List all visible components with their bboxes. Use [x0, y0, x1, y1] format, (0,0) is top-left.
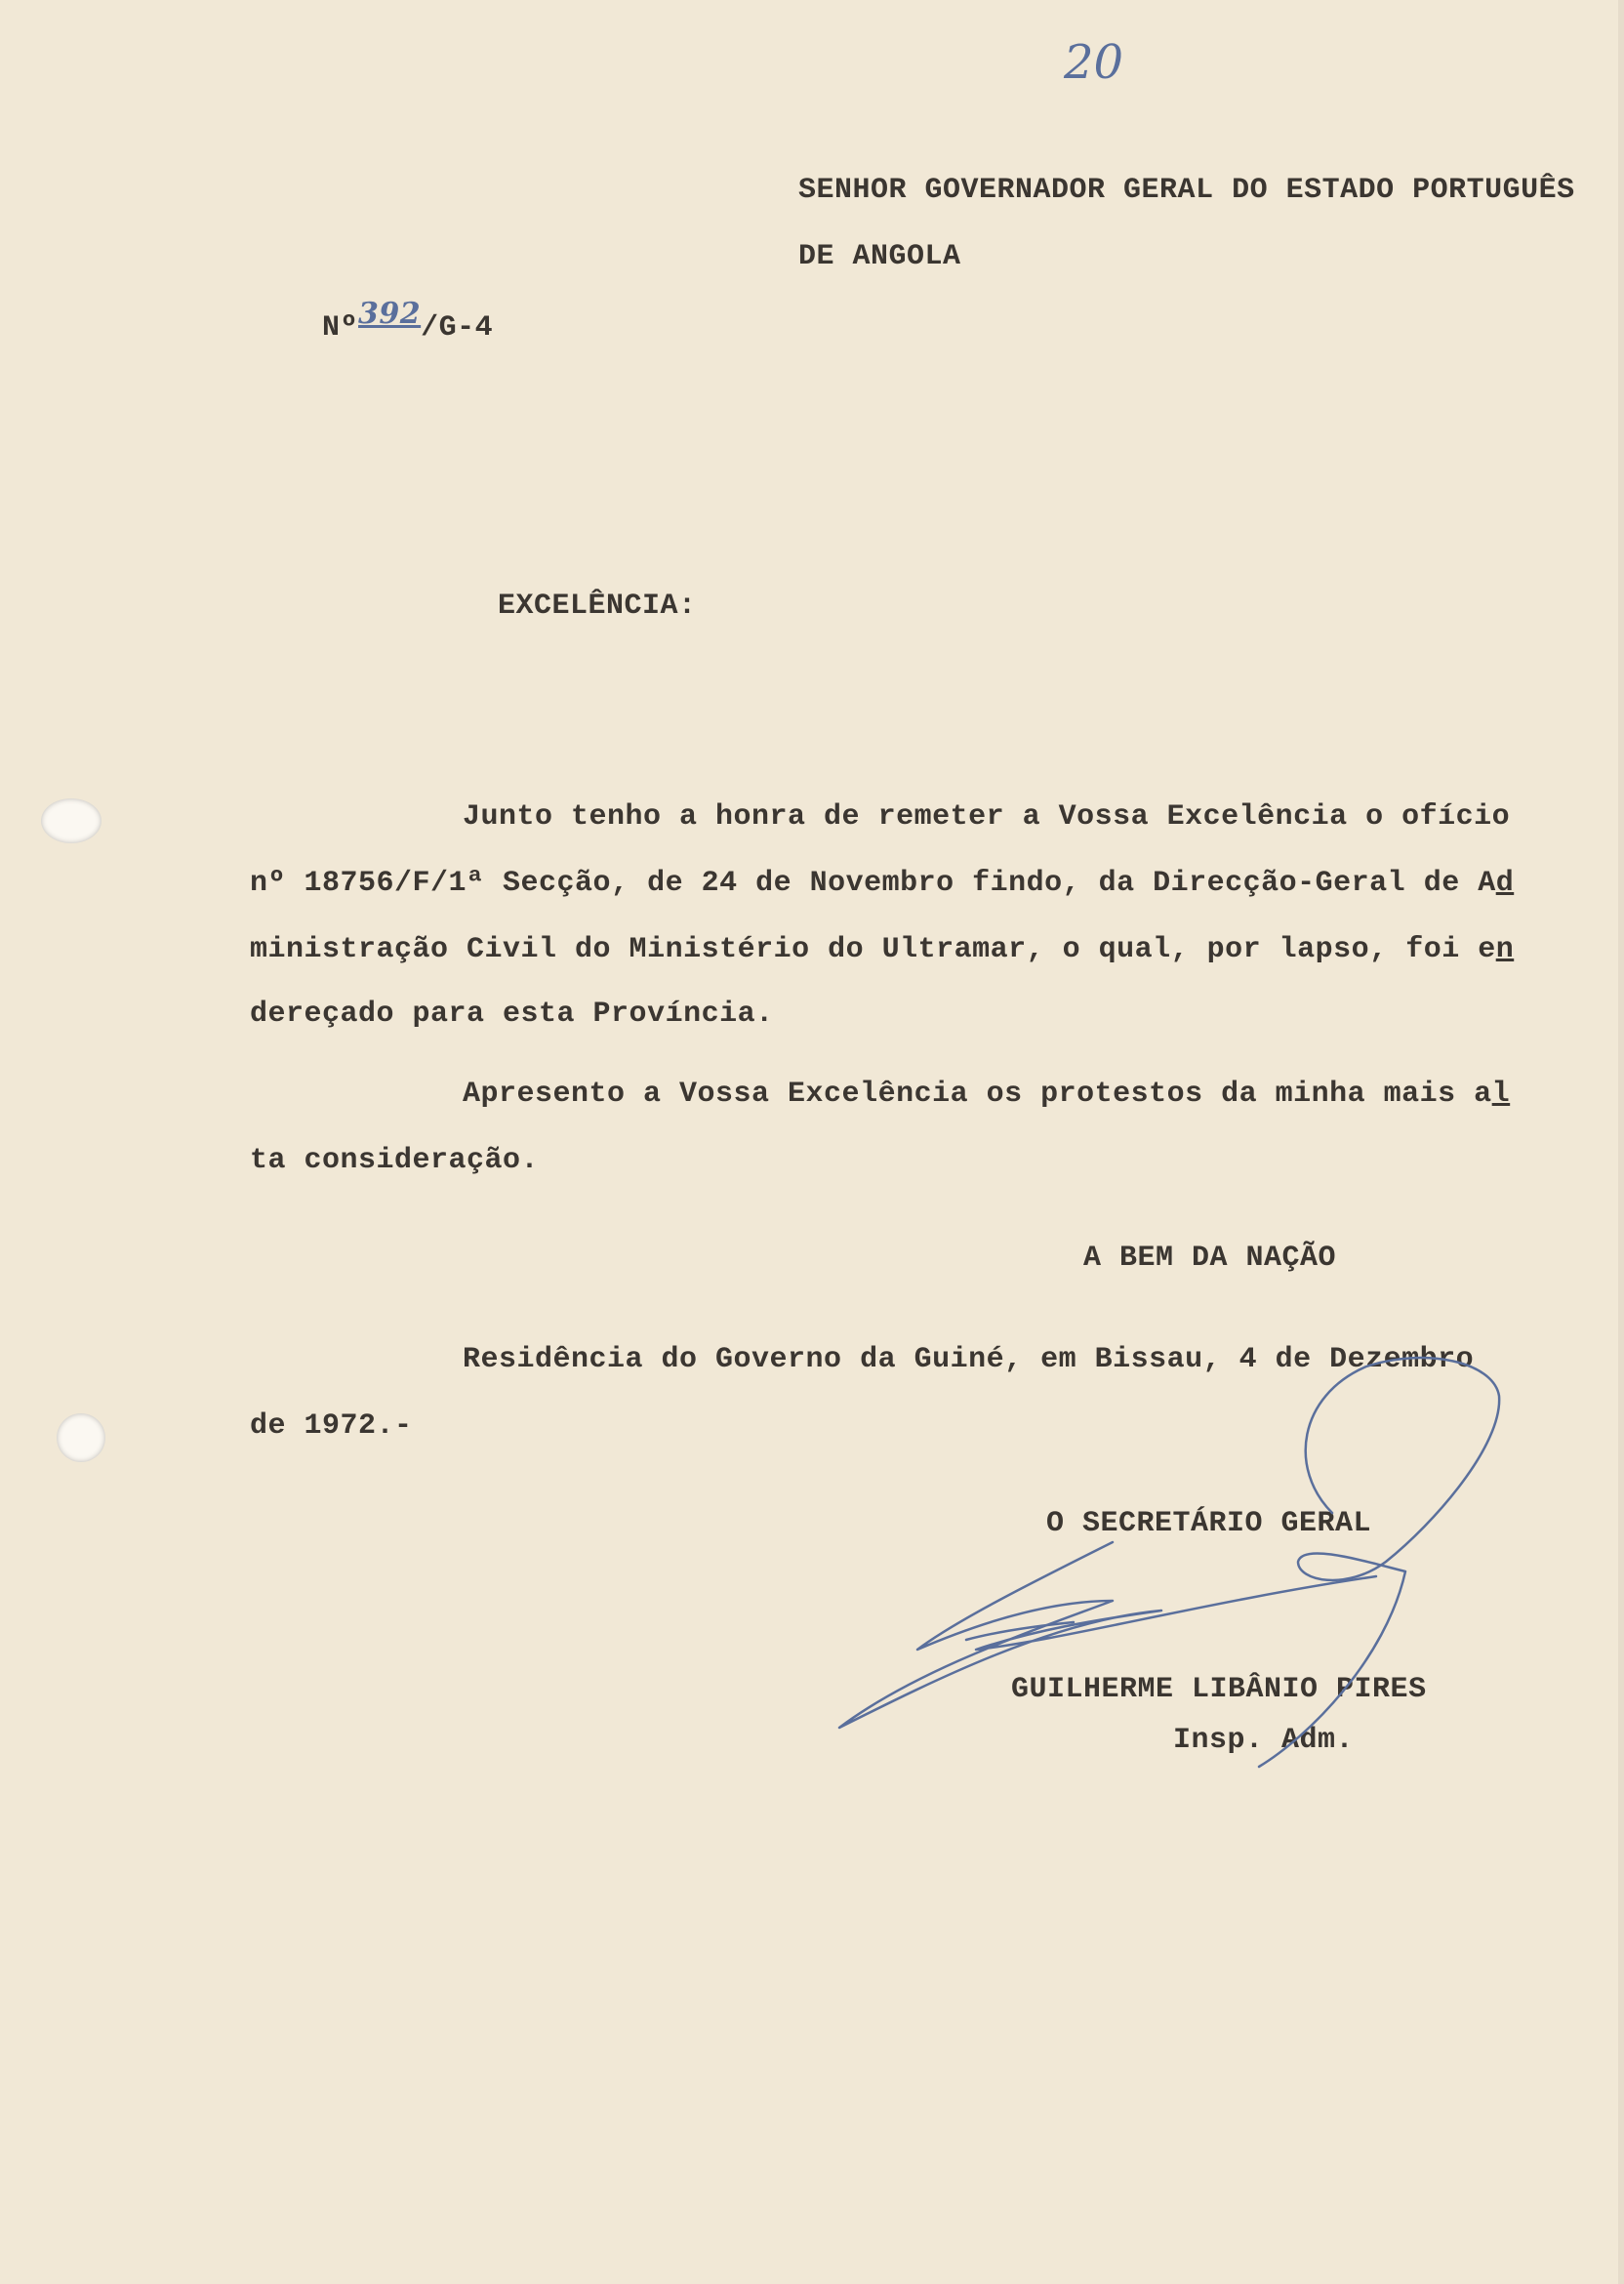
body-p1-line-2-underlined: d	[1495, 867, 1515, 900]
body-p1-line-2	[250, 867, 1514, 900]
place-date-line-2: de 1972.-	[250, 1409, 413, 1443]
addressee-line-1: SENHOR GOVERNADOR GERAL DO ESTADO PORTUGUÊS	[798, 174, 1575, 207]
reference-prefix: Nº	[322, 311, 359, 345]
body-p1-line-2-text: nº 18756/F/1ª Secção, de 24 de Novembro findo, da Direcção-Geral de A	[250, 867, 1496, 900]
body-p2-line-1-text: Apresento a Vossa Excelência os protestos da minha mais a	[463, 1078, 1492, 1111]
body-p1-line-3-underlined: n	[1495, 933, 1515, 966]
body-p2-line-1	[463, 1078, 1510, 1111]
place-date-line-1: Residência do Governo da Guiné, em Bissau, 4 de Dezembro	[463, 1343, 1475, 1376]
signatory-name: GUILHERME LIBÂNIO PIRES	[1011, 1673, 1427, 1706]
punch-hole-bottom	[57, 1413, 105, 1462]
signatory-title: O SECRETÁRIO GERAL	[1046, 1507, 1372, 1540]
punch-hole-top	[41, 798, 102, 843]
reference-handwritten-number: 392	[358, 297, 422, 331]
body-p1-line-3-text: ministração Civil do Ministério do Ultramar, o qual, por lapso, foi e	[250, 933, 1496, 966]
signatory-rank: Insp. Adm.	[1173, 1724, 1355, 1757]
addressee-line-2: DE ANGOLA	[798, 240, 961, 273]
closing-motto: A BEM DA NAÇÃO	[1083, 1242, 1337, 1275]
body-p1-line-4: dereçado para esta Província.	[250, 998, 774, 1031]
body-p2-line-1-underlined: l	[1491, 1078, 1511, 1111]
body-p1-line-3	[250, 933, 1514, 966]
salutation: EXCELÊNCIA:	[498, 590, 697, 623]
body-p1-line-1: Junto tenho a honra de remeter a Vossa Excelência o ofício	[463, 800, 1511, 834]
reference-number	[250, 275, 493, 378]
reference-suffix: /G-4	[421, 311, 494, 345]
page-number-handwritten: 20	[1064, 35, 1124, 90]
body-p2-line-2: ta consideração.	[250, 1144, 540, 1177]
page-edge	[1618, 0, 1624, 2284]
